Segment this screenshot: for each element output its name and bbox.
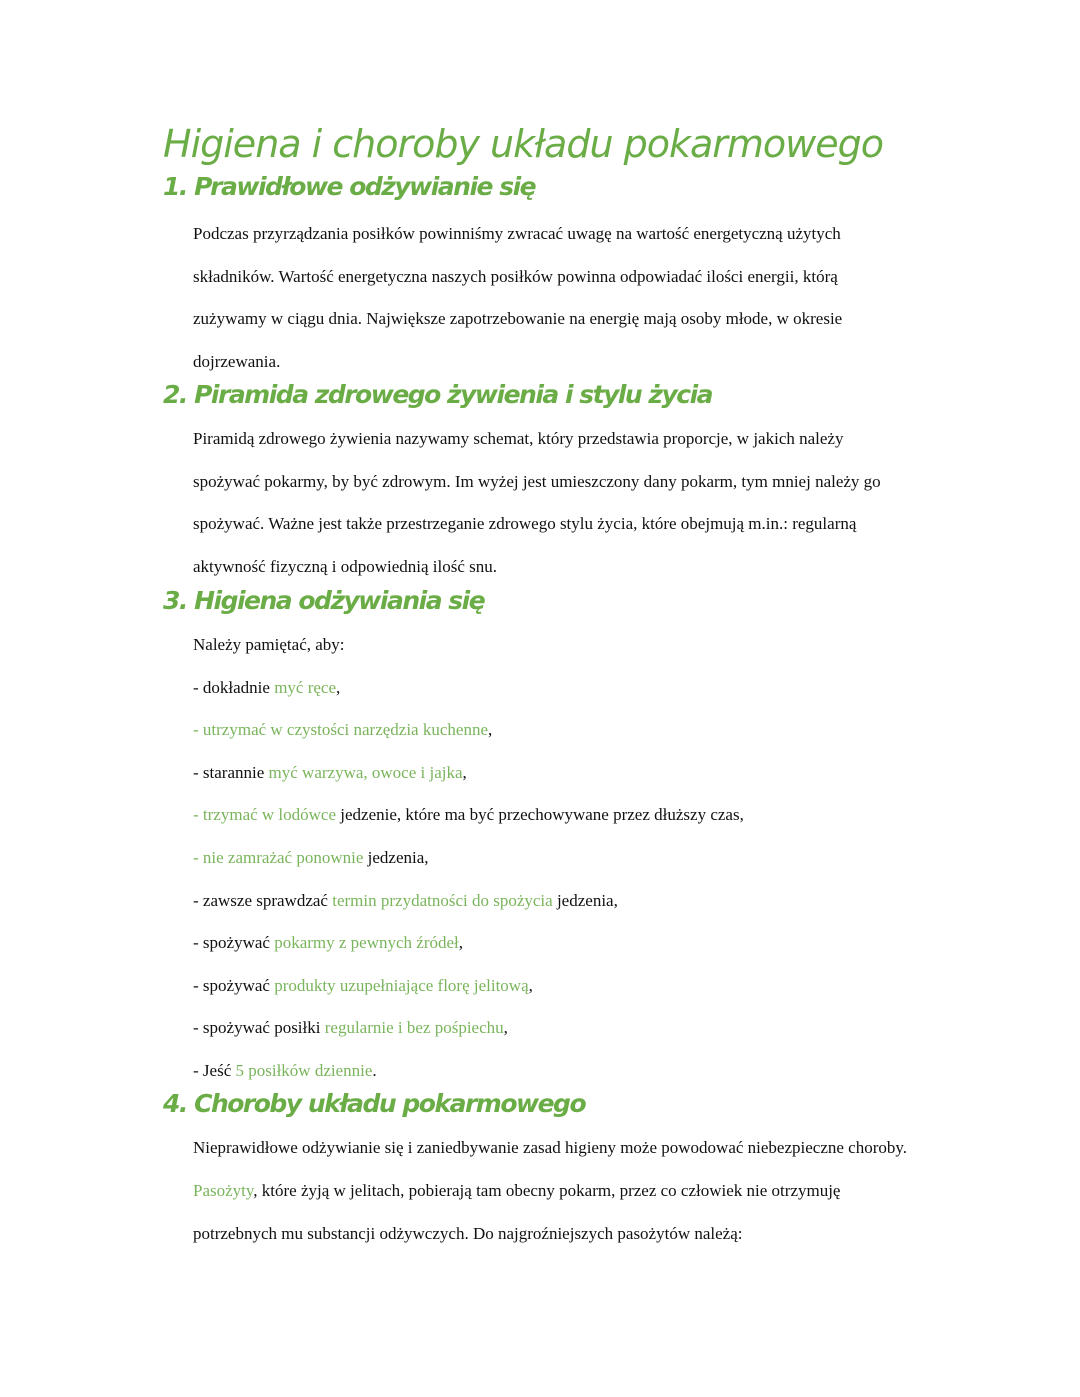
highlighted-text: pokarmy z pewnych źródeł <box>274 933 459 953</box>
highlighted-text: termin przydatności do spożycia <box>332 890 553 910</box>
list-item <box>193 1018 508 1038</box>
text-segment: - zawsze sprawdzać <box>193 890 333 910</box>
section-heading: 1. Prawidłowe odżywianie się <box>163 172 536 201</box>
text-segment: . <box>372 1061 377 1080</box>
text-segment: - spożywać <box>193 933 275 953</box>
paragraph-line <box>193 472 881 492</box>
paragraph-line <box>193 514 856 534</box>
paragraph-line <box>193 309 842 329</box>
paragraph-line <box>193 224 841 244</box>
text-segment: , <box>458 933 464 953</box>
list-item <box>193 1061 377 1081</box>
paragraph-line <box>193 1181 840 1201</box>
list-item <box>193 678 340 698</box>
paragraph-line <box>193 557 497 577</box>
list-item <box>193 805 744 825</box>
paragraph-line <box>193 1138 907 1158</box>
paragraph-line <box>193 635 345 655</box>
highlighted-text: myć ręce <box>274 677 337 697</box>
text-segment: Podczas przyrządzania posiłków powinniśmy zwracać uwagę na wartość energetyczną użytych <box>193 224 841 243</box>
text-segment: jedzenia, <box>552 890 618 910</box>
highlighted-text: - utrzymać w czystości narzędzia kuchenne <box>193 720 488 740</box>
section-heading: 2. Piramida zdrowego żywienia i stylu życia <box>163 380 713 409</box>
text-segment: spożywać. Ważne jest także przestrzeganie zdrowego stylu życia, które obejmują m.in.: regularną <box>193 514 857 534</box>
text-segment: Piramidą zdrowego żywienia nazywamy schemat, który przedstawia proporcje, w jakich należy <box>193 429 844 448</box>
text-segment: Należy pamiętać, aby: <box>193 635 345 654</box>
section-heading: 4. Choroby układu pokarmowego <box>163 1089 586 1118</box>
text-segment: dojrzewania. <box>193 352 281 372</box>
highlighted-text: Pasożyty <box>193 1181 254 1200</box>
text-segment: , <box>528 975 533 995</box>
text-segment: jedzenie, które ma być przechowywane przez dłuższy czas, <box>336 805 744 825</box>
highlighted-text: regularnie i bez pośpiechu <box>324 1018 504 1038</box>
text-segment: , <box>503 1018 508 1038</box>
document-title: Higiena i choroby układu pokarmowego <box>163 122 884 166</box>
list-item <box>193 720 492 740</box>
text-segment: , <box>488 720 493 740</box>
text-segment: składników. Wartość energetyczna naszych posiłków powinna odpowiadać ilości energii, którą <box>193 266 838 286</box>
text-segment: - spożywać <box>193 975 275 995</box>
list-item <box>193 976 533 996</box>
text-segment: - spożywać posiłki <box>193 1018 325 1038</box>
paragraph-line <box>193 352 280 372</box>
highlighted-text: - trzymać w lodówce <box>193 805 337 825</box>
text-segment: - starannie <box>193 762 269 782</box>
paragraph-line <box>193 267 838 287</box>
paragraph-line <box>193 1224 742 1244</box>
text-segment: aktywność fizyczną i odpowiednią ilość snu. <box>193 557 498 577</box>
list-item <box>193 891 618 911</box>
highlighted-text: produkty uzupełniające florę jelitową <box>274 975 529 995</box>
text-segment: zużywamy w ciągu dnia. Największe zapotrzebowanie na energię mają osoby młode, w okresie <box>193 309 843 329</box>
text-segment: spożywać pokarmy, by być zdrowym. Im wyżej jest umieszczony dany pokarm, tym mniej należy go <box>193 471 881 491</box>
highlighted-text: 5 posiłków dziennie <box>235 1061 373 1080</box>
text-segment: jedzenia, <box>363 848 429 867</box>
text-segment: - Jeść <box>193 1061 236 1080</box>
text-segment: , które żyją w jelitach, pobierają tam obecny pokarm, przez co człowiek nie otrzymuję <box>253 1181 841 1200</box>
highlighted-text: myć warzywa, owoce i jajka <box>268 762 463 782</box>
list-item <box>193 763 467 783</box>
text-segment: - dokładnie <box>193 677 275 697</box>
text-segment: , <box>336 677 341 697</box>
list-item <box>193 933 463 953</box>
text-segment: Nieprawidłowe odżywianie się i zaniedbywanie zasad higieny może powodować niebezpieczne choroby. <box>193 1138 908 1157</box>
paragraph-line <box>193 429 843 449</box>
text-segment: potrzebnych mu substancji odżywczych. Do najgroźniejszych pasożytów należą: <box>193 1224 743 1243</box>
highlighted-text: - nie zamrażać ponownie <box>193 848 364 867</box>
section-heading: 3. Higiena odżywiania się <box>163 586 485 615</box>
text-segment: , <box>462 762 467 782</box>
list-item <box>193 848 429 868</box>
